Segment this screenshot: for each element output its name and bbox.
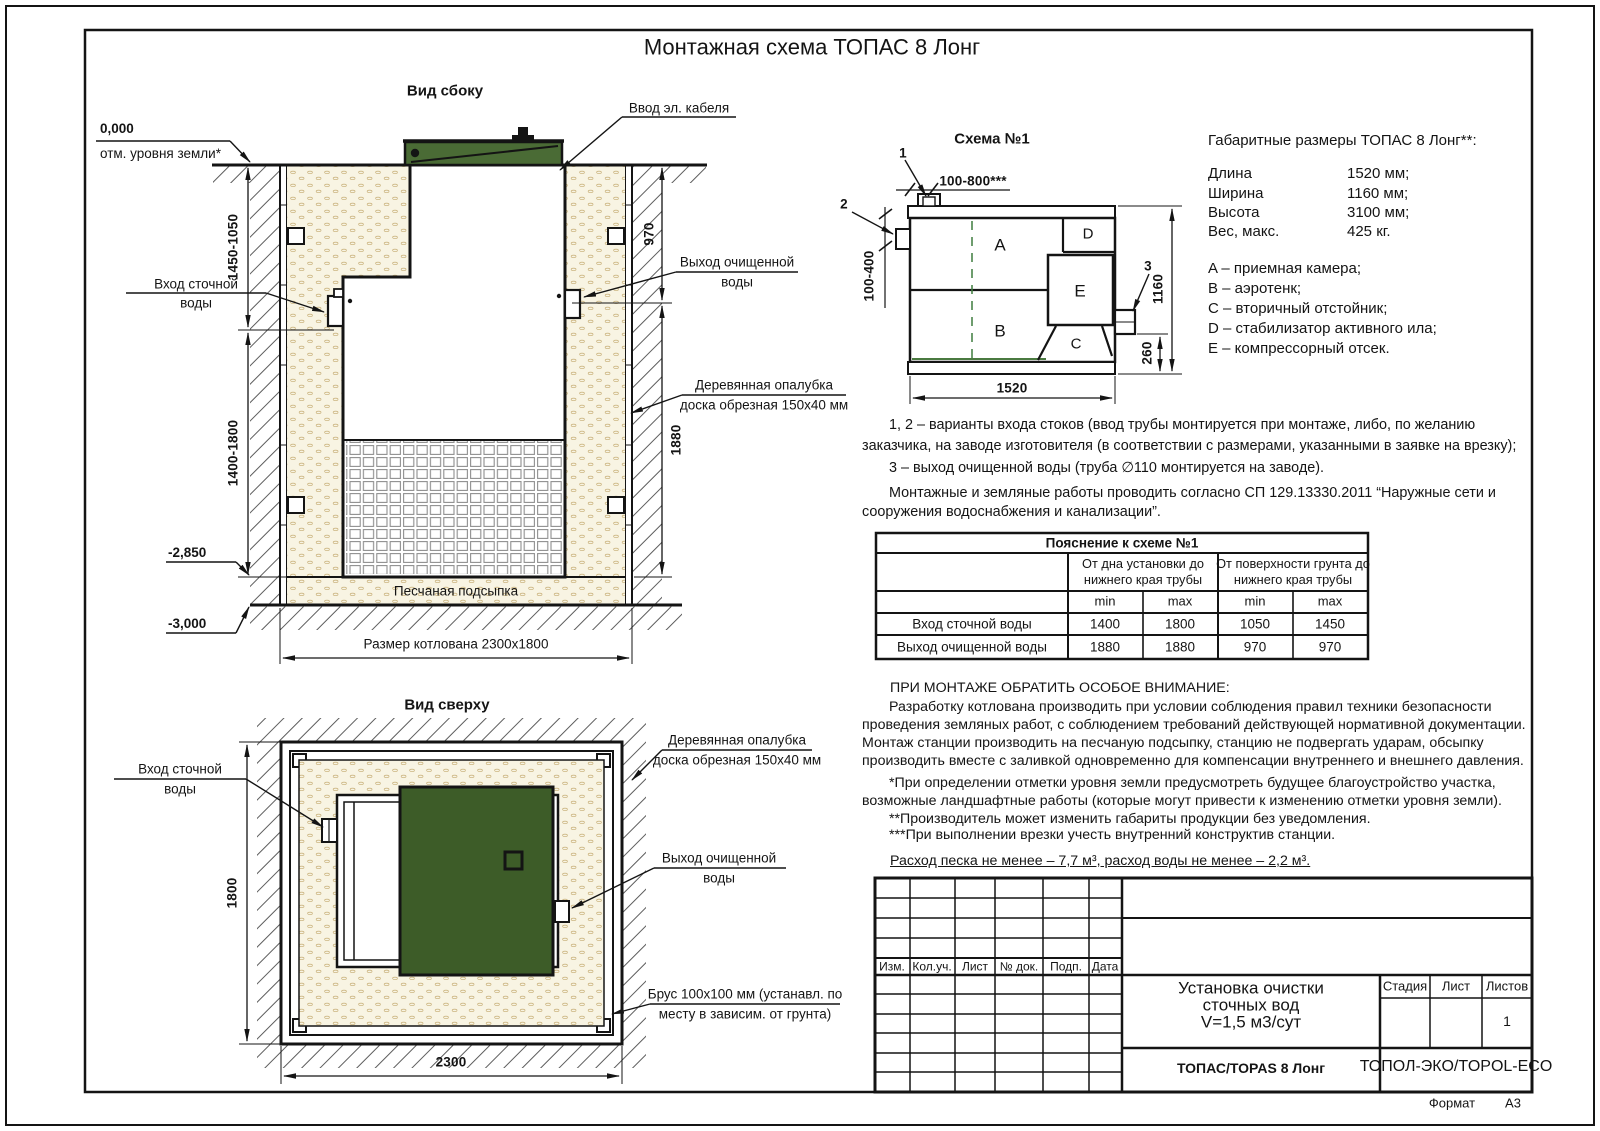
sv-outlet-label-line1: Выход очищенной bbox=[679, 254, 795, 270]
rev-col-izm: Изм. bbox=[879, 959, 905, 974]
table-min2: min bbox=[1244, 593, 1266, 609]
table-title: Пояснение к схеме №1 bbox=[1045, 535, 1199, 551]
dim-topview-1800: 1800 bbox=[224, 877, 240, 909]
dim-outlet-to-bottom: 1880 bbox=[668, 424, 684, 456]
overall-label-width: Ширина bbox=[1208, 185, 1264, 202]
callout-1: 1 bbox=[899, 145, 907, 161]
attention-p3: **Производитель может изменить габариты продукции без уведомления. bbox=[889, 811, 1371, 827]
ground-level-label: отм. уровня земли* bbox=[100, 146, 221, 161]
overall-label-length: Длина bbox=[1208, 165, 1252, 182]
callout-3: 3 bbox=[1144, 258, 1152, 274]
table-row-outlet-v1: 1880 bbox=[1089, 639, 1121, 655]
overall-title: Габаритные размеры ТОПАС 8 Лонг**: bbox=[1208, 132, 1477, 149]
page-title: Монтажная схема ТОПАС 8 Лонг bbox=[643, 34, 981, 60]
table-max1: max bbox=[1167, 593, 1193, 609]
compartment-e: E bbox=[1074, 281, 1086, 301]
rev-col-podp: Подп. bbox=[1050, 959, 1082, 974]
stage-header: Стадия bbox=[1382, 978, 1428, 994]
dim-ground-to-inlet: 1450-1050 bbox=[225, 213, 241, 281]
top-view-title: Вид сверху bbox=[404, 696, 490, 714]
cable-entry-label: Ввод эл. кабеля bbox=[628, 100, 730, 116]
consumption-note: Расход песка не менее – 7,7 м³, расход воды не менее – 2,2 м³. bbox=[890, 853, 1311, 869]
attention-p1: Разработку котлована производить при условии соблюдения правил техники безопасности проведения земляных работ, с соблюдением требований действующей нормативной документации. Монтаж станции производить на песчаную подсыпку, станцию не подвергать ударам, обсыпку производить вместе с заливкой одновременно для компенсации внутреннего и внешнего давления. bbox=[862, 699, 1526, 769]
pit-size-label: Размер котлована 2300х1800 bbox=[363, 636, 549, 652]
overall-value-height: 3100 мм; bbox=[1347, 204, 1410, 221]
tv-outlet-label-line2: воды bbox=[703, 870, 735, 886]
overall-value-width: 1160 мм; bbox=[1347, 185, 1409, 202]
compartment-d: D bbox=[1082, 225, 1094, 243]
overall-label-height: Высота bbox=[1208, 204, 1260, 221]
overall-value-length: 1520 мм; bbox=[1347, 165, 1410, 182]
table-row-outlet-label: Выход очищенной воды bbox=[897, 639, 1047, 655]
legend-d: D – стабилизатор активного ила; bbox=[1208, 320, 1437, 337]
dim-length-1520: 1520 bbox=[996, 380, 1028, 396]
mark-minus-2850: -2,850 bbox=[168, 545, 207, 560]
dim-inlet-to-bottom: 1400-1800 bbox=[225, 419, 241, 487]
tv-formwork-label-line2: доска обрезная 150х40 мм bbox=[652, 752, 822, 768]
tv-formwork-label-line1: Деревянная опалубка bbox=[667, 732, 807, 748]
dim-height-1160: 1160 bbox=[1150, 273, 1166, 305]
tv-inlet-label-line1: Вход сточной bbox=[138, 761, 222, 777]
table-row-inlet-v4: 1450 bbox=[1314, 616, 1346, 632]
legend-e: E – компрессорный отсек. bbox=[1208, 340, 1390, 357]
table-row-outlet-v3: 970 bbox=[1243, 639, 1267, 655]
legend-c: C – вторичный отстойник; bbox=[1208, 300, 1388, 317]
note-sp: Монтажные и земляные работы проводить согласно СП 129.13330.2011 “Наружные сети и сооружения водоснабжения и канализации”. bbox=[862, 485, 1496, 520]
tv-brus-label-line2: месту в зависим. от грунта) bbox=[658, 1006, 832, 1022]
sv-outlet-label-line2: воды bbox=[721, 274, 753, 290]
side-view-title: Вид сбоку bbox=[406, 82, 484, 100]
sheets-count: 1 bbox=[1503, 1013, 1511, 1030]
table-group1-header: От дна установки до нижнего края трубы bbox=[1082, 556, 1204, 587]
rev-col-data: Дата bbox=[1091, 959, 1119, 974]
zero-mark: 0,000 bbox=[100, 121, 134, 136]
table-row-inlet-label: Вход сточной воды bbox=[912, 616, 1032, 632]
tv-brus-label-line1: Брус 100х100 мм (устанавл. по bbox=[647, 986, 843, 1002]
dim-outlet-260: 260 bbox=[1139, 341, 1155, 365]
doc-name-line2: сточных вод bbox=[1202, 995, 1300, 1015]
note-outlet: 3 – выход очищенной воды (труба ∅110 монтируется на заводе). bbox=[889, 460, 1325, 476]
model-name: ТОПАС/TOPAS 8 Лонг bbox=[1176, 1060, 1326, 1077]
sheets-header: Листов bbox=[1485, 978, 1529, 994]
sv-formwork-label-line2: доска обрезная 150х40 мм bbox=[679, 397, 849, 413]
dim-inlet-top: 100-800*** bbox=[939, 173, 1007, 189]
attention-heading: ПРИ МОНТАЖЕ ОБРАТИТЬ ОСОБОЕ ВНИМАНИЕ: bbox=[890, 680, 1230, 696]
note-inlet-variants: 1, 2 – варианты входа стоков (ввод трубы монтируется при монтаже, либо, по желанию заказчика, на заводе изготовителя (в соответствии с размерами, указанными в заявке на врезку); bbox=[862, 417, 1517, 454]
rev-col-list: Лист bbox=[961, 959, 989, 974]
dim-inlet-side: 100-400 bbox=[861, 250, 877, 302]
format-label: Формат bbox=[1428, 1095, 1476, 1111]
sand-bed-label: Песчаная подсыпка bbox=[393, 583, 519, 599]
table-row-inlet-v3: 1050 bbox=[1239, 616, 1271, 632]
rev-col-koluch: Кол.уч. bbox=[912, 959, 952, 974]
compartment-c: C bbox=[1070, 335, 1082, 353]
dim-ground-to-outlet: 970 bbox=[641, 222, 657, 246]
doc-name-line3: V=1,5 м3/сут bbox=[1200, 1012, 1302, 1032]
rev-col-ndok: № док. bbox=[999, 959, 1039, 974]
dim-topview-2300: 2300 bbox=[435, 1054, 467, 1070]
callout-2: 2 bbox=[840, 196, 848, 212]
legend-a: A – приемная камера; bbox=[1208, 260, 1362, 277]
tv-inlet-label-line2: воды bbox=[164, 781, 196, 797]
tv-outlet-label-line1: Выход очищенной bbox=[661, 850, 777, 866]
sv-formwork-label-line1: Деревянная опалубка bbox=[694, 377, 834, 393]
compartment-a: A bbox=[994, 235, 1006, 255]
attention-p2: *При определении отметки уровня земли предусмотреть будущее благоустройство участка, возможные ландшафтные работы (которые могут привести к изменению отметки уровня земли). bbox=[862, 775, 1502, 809]
table-max2: max bbox=[1317, 593, 1343, 609]
attention-p4: ***При выполнении врезки учесть внутренний конструктив станции. bbox=[889, 827, 1336, 843]
overall-value-weight: 425 кг. bbox=[1347, 223, 1391, 240]
table-min1: min bbox=[1094, 593, 1116, 609]
doc-name-line1: Установка очистки bbox=[1178, 978, 1324, 998]
compartment-b: B bbox=[994, 321, 1006, 341]
table-row-inlet-v1: 1400 bbox=[1089, 616, 1121, 632]
table-row-outlet-v4: 970 bbox=[1318, 639, 1342, 655]
legend-b: B – аэротенк; bbox=[1208, 280, 1302, 297]
schema-title: Схема №1 bbox=[954, 130, 1030, 148]
table-row-inlet-v2: 1800 bbox=[1164, 616, 1196, 632]
table-group2-header: От поверхности грунта до нижнего края трубы bbox=[1216, 556, 1370, 587]
format-value: А3 bbox=[1505, 1095, 1521, 1111]
company-name: ТОПОЛ-ЭКО/TOPOL-ECO bbox=[1359, 1058, 1553, 1076]
mark-minus-3000: -3,000 bbox=[168, 616, 207, 631]
table-row-outlet-v2: 1880 bbox=[1164, 639, 1196, 655]
sv-inlet-label-line1: Вход сточной bbox=[154, 276, 238, 292]
overall-label-weight: Вес, макс. bbox=[1208, 223, 1280, 240]
sheet-header: Лист bbox=[1441, 978, 1471, 994]
sv-inlet-label-line2: воды bbox=[180, 295, 212, 311]
